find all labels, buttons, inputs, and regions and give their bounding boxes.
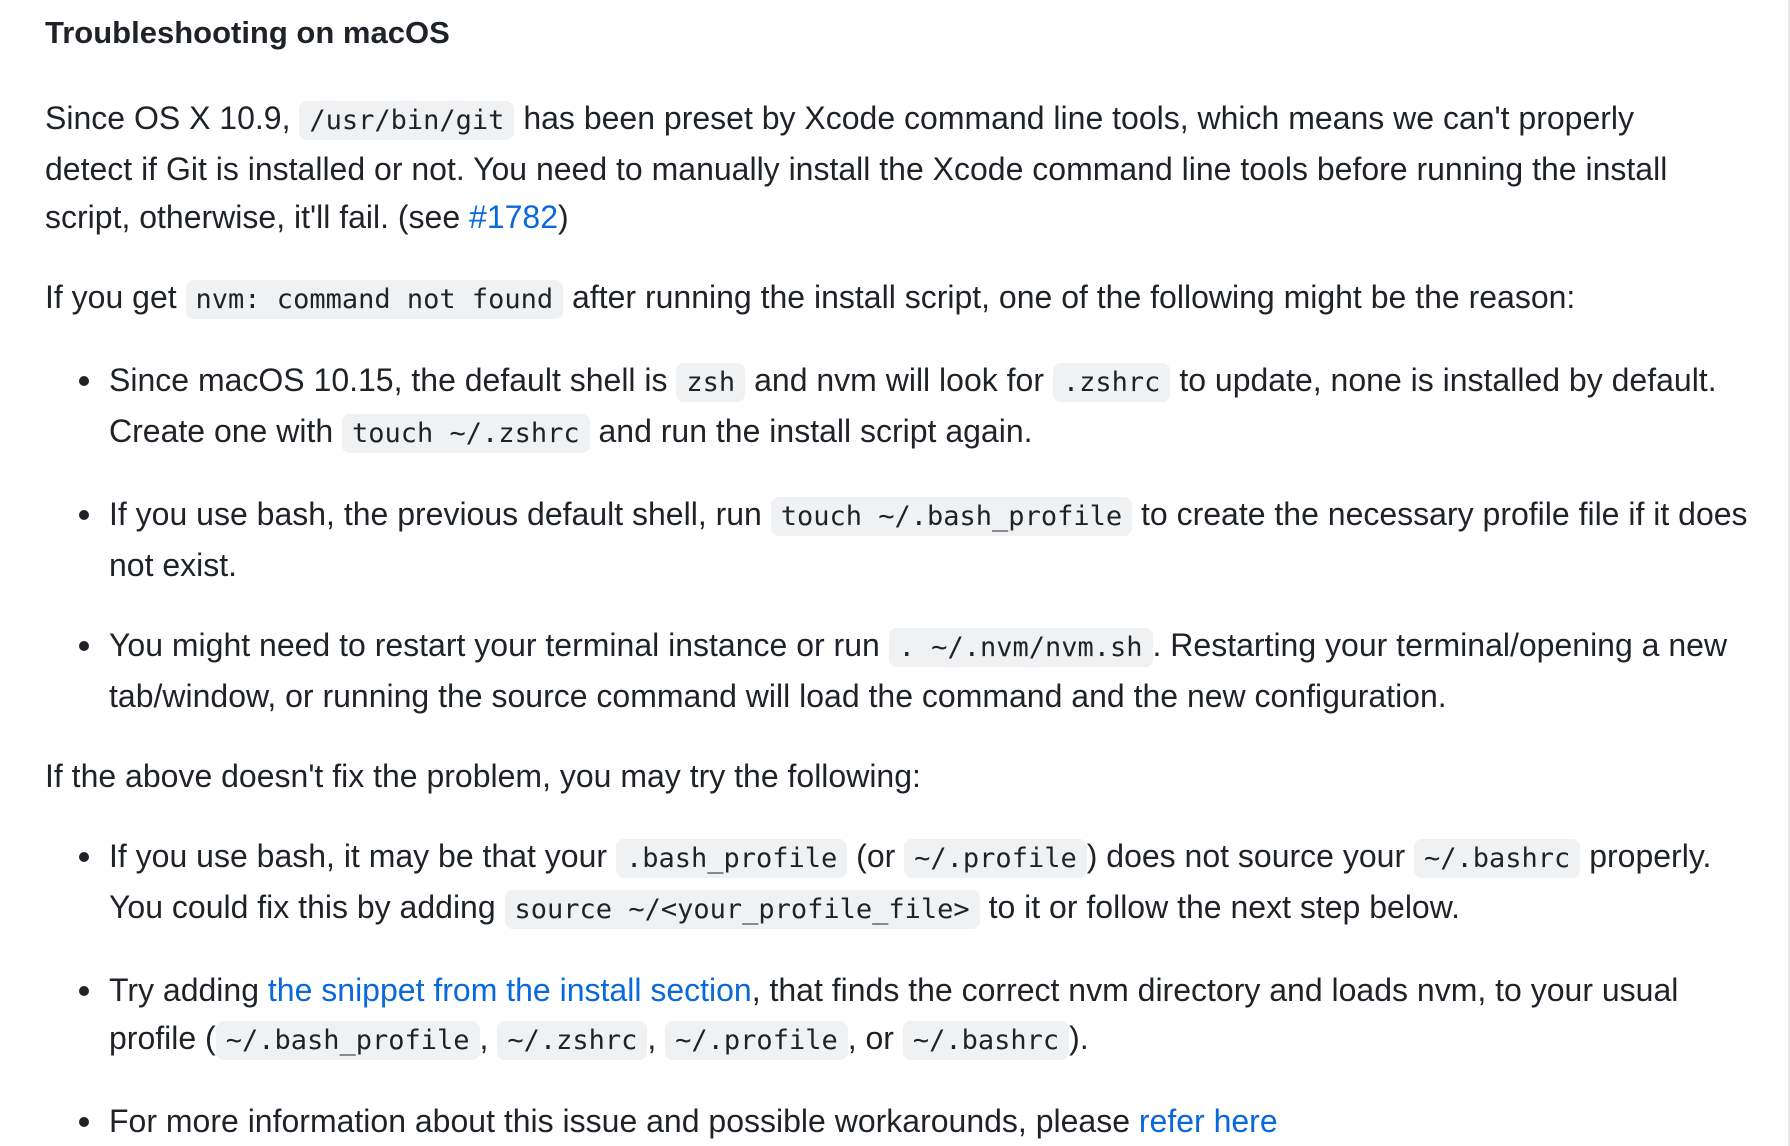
inline-code: ~/.bash_profile [216, 1021, 480, 1060]
paragraph-git-preset [45, 94, 1725, 241]
inline-code: touch ~/.bash_profile [771, 497, 1132, 536]
inline-code: ~/.bashrc [903, 1021, 1069, 1060]
text: If you use bash, it may be that your [109, 838, 616, 874]
text: You might need to restart your terminal instance or run [109, 627, 889, 663]
inline-code: source ~/<your_profile_file> [505, 890, 980, 929]
text: If you use bash, the previous default shell, run [109, 496, 771, 532]
bullet-icon [79, 986, 89, 996]
text: Try adding [109, 972, 268, 1008]
text: For more information about this issue and possible workarounds, please [109, 1103, 1139, 1139]
issue-link-1782[interactable]: #1782 [469, 199, 558, 235]
list-item [109, 832, 1765, 934]
inline-code: ~/.profile [665, 1021, 848, 1060]
bullet-icon [79, 510, 89, 520]
inline-code: /usr/bin/git [299, 101, 514, 140]
text: , [647, 1020, 666, 1056]
bullet-icon [79, 1117, 89, 1127]
text: Since OS X 10.9, [45, 100, 300, 136]
bullet-icon [79, 852, 89, 862]
list-item [109, 490, 1765, 589]
text: . Restarting your terminal/opening a new tab/window, or running the source command will load the command and the new configuration. [109, 627, 1728, 714]
inline-code: .bash_profile [616, 839, 847, 878]
section-heading: Troubleshooting on macOS [45, 15, 450, 50]
text: , or [847, 1020, 903, 1056]
text: ) does not source your [1086, 838, 1414, 874]
list-item [109, 966, 1765, 1065]
list-item [109, 621, 1765, 720]
text: properly. You could fix this by adding [109, 838, 1712, 925]
text: and nvm will look for [745, 362, 1053, 398]
text: (or [847, 838, 905, 874]
inline-code: zsh [676, 363, 745, 402]
install-snippet-link[interactable]: the snippet from the install section [267, 972, 752, 1008]
text: If you get [45, 279, 186, 315]
text: to create the necessary profile file if it does not exist. [109, 496, 1748, 583]
inline-code: nvm: command not found [186, 280, 564, 319]
text: , that finds the correct nvm directory and loads nvm, to your usual profile ( [109, 972, 1679, 1056]
refer-here-link[interactable]: refer here [1138, 1103, 1278, 1139]
inline-code: .zshrc [1053, 363, 1171, 402]
text: , [479, 1020, 498, 1056]
inline-code: touch ~/.zshrc [342, 414, 590, 453]
fixes-list [45, 832, 1765, 1145]
inline-code: . ~/.nvm/nvm.sh [889, 628, 1153, 667]
reasons-list [45, 356, 1765, 720]
inline-code: ~/.zshrc [497, 1021, 647, 1060]
bullet-icon [79, 641, 89, 651]
text: ). [1069, 1020, 1089, 1056]
inline-code: ~/.bashrc [1414, 839, 1580, 878]
list-item [109, 1097, 1765, 1145]
text: after running the install script, one of the following might be the reason: [563, 279, 1576, 315]
bullet-icon [79, 376, 89, 386]
text: and run the install script again. [589, 413, 1033, 449]
text: ) [558, 199, 569, 235]
paragraph-try-following: If the above doesn't fix the problem, you may try the following: [45, 758, 921, 794]
text: Since macOS 10.15, the default shell is [109, 362, 677, 398]
text: has been preset by Xcode command line tools, which means we can't properly detect if Git is installed or not. You need to manually install the Xcode command line tools before running the install script, otherwise, it'll fail. (see [45, 100, 1668, 235]
text: to it or follow the next step below. [979, 889, 1460, 925]
paragraph-command-not-found [45, 273, 1725, 324]
text: to update, none is installed by default. Create one with [109, 362, 1717, 449]
inline-code: ~/.profile [904, 839, 1087, 878]
list-item [109, 356, 1765, 458]
